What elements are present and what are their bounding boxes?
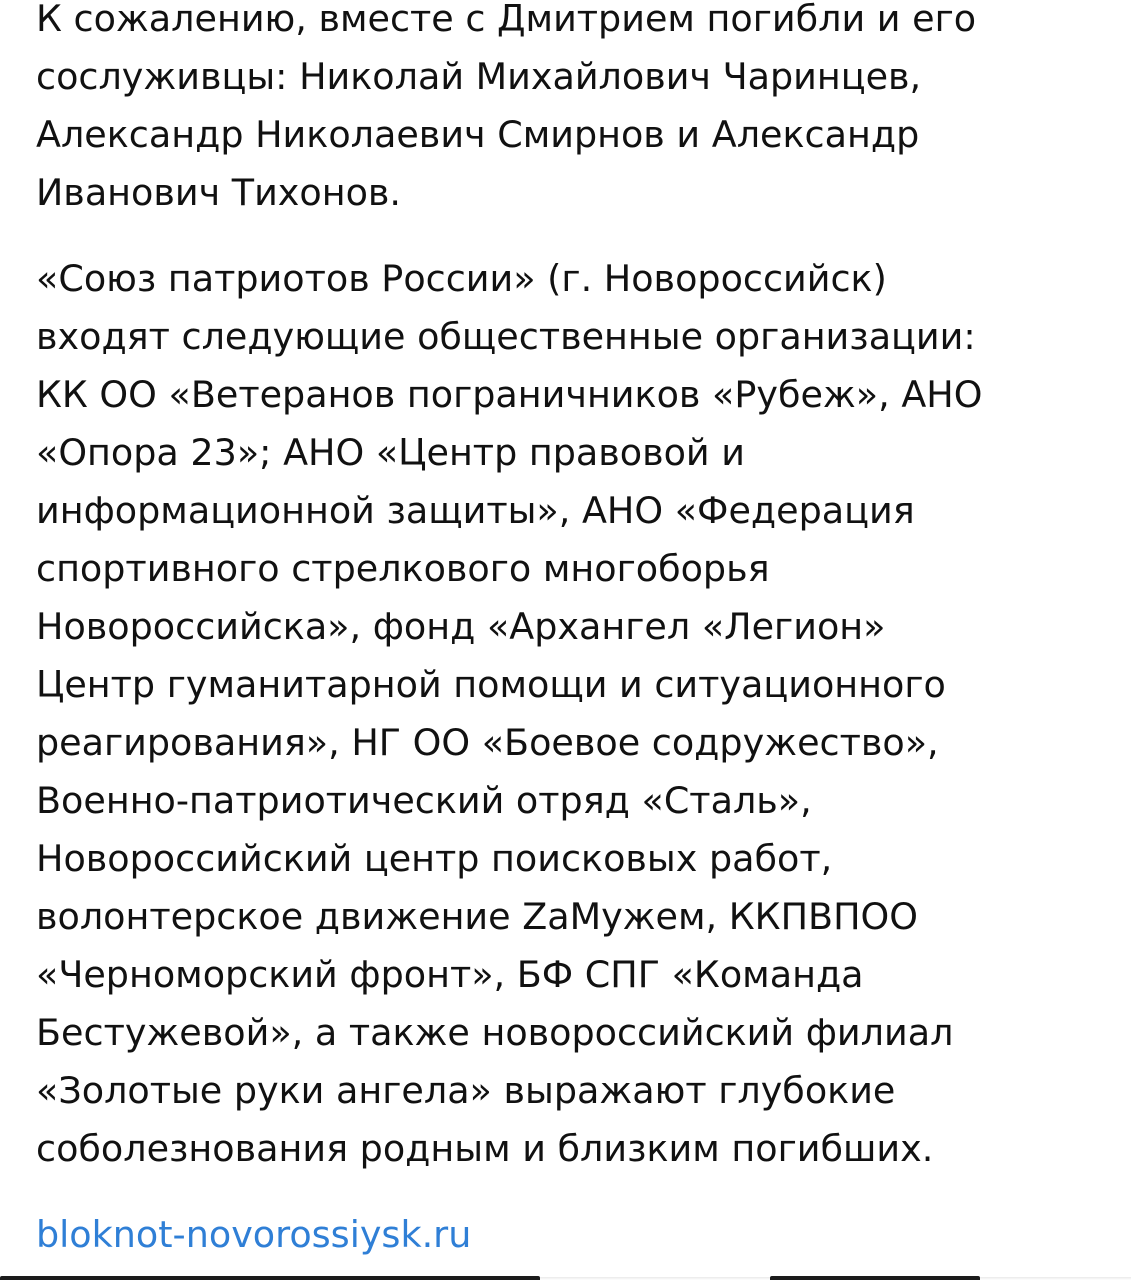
message-line: Бестужевой», а также новороссийский филиал — [36, 1011, 954, 1054]
source-link[interactable]: bloknot-novorossiysk.ru — [36, 1213, 472, 1256]
message-paragraph-organizations — [36, 250, 1096, 1178]
bottom-bar-right — [770, 1276, 980, 1280]
message-line: входят следующие общественные организации: — [36, 315, 976, 358]
message-line: сослуживцы: Николай Михайлович Чаринцев, — [36, 55, 922, 98]
bottom-bar-left — [0, 1276, 540, 1280]
message-line: реагирования», НГ ОО «Боевое содружество», — [36, 721, 939, 764]
message-line: Александр Николаевич Смирнов и Александр — [36, 113, 920, 156]
message-line: «Союз патриотов России» (г. Новороссийск) — [36, 257, 887, 300]
message-line: «Опора 23»; АНО «Центр правовой и — [36, 431, 745, 474]
message-paragraph-condolence-intro — [36, 0, 1096, 222]
message-line: Иванович Тихонов. — [36, 171, 402, 214]
message-line: Центр гуманитарной помощи и ситуационного — [36, 663, 946, 706]
message-line: «Золотые руки ангела» выражают глубокие — [36, 1069, 896, 1112]
message-line: КК ОО «Ветеранов пограничников «Рубеж», АНО — [36, 373, 983, 416]
message-line: Военно-патриотический отряд «Сталь», — [36, 779, 812, 822]
message-line: спортивного стрелкового многоборья — [36, 547, 770, 590]
message-line: соболезнования родным и близким погибших. — [36, 1127, 934, 1170]
message-line: информационной защиты», АНО «Федерация — [36, 489, 915, 532]
message-line: волонтерское движение ZaМужем, ККПВПОО — [36, 895, 918, 938]
message-line: Новороссийский центр поисковых работ, — [36, 837, 833, 880]
message-line: Новороссийска», фонд «Архангел «Легион» — [36, 605, 886, 648]
message-line: «Черноморский фронт», БФ СПГ «Команда — [36, 953, 864, 996]
message-line: К сожалению, вместе с Дмитрием погибли и его — [36, 0, 977, 40]
message-bubble — [36, 0, 1096, 1264]
